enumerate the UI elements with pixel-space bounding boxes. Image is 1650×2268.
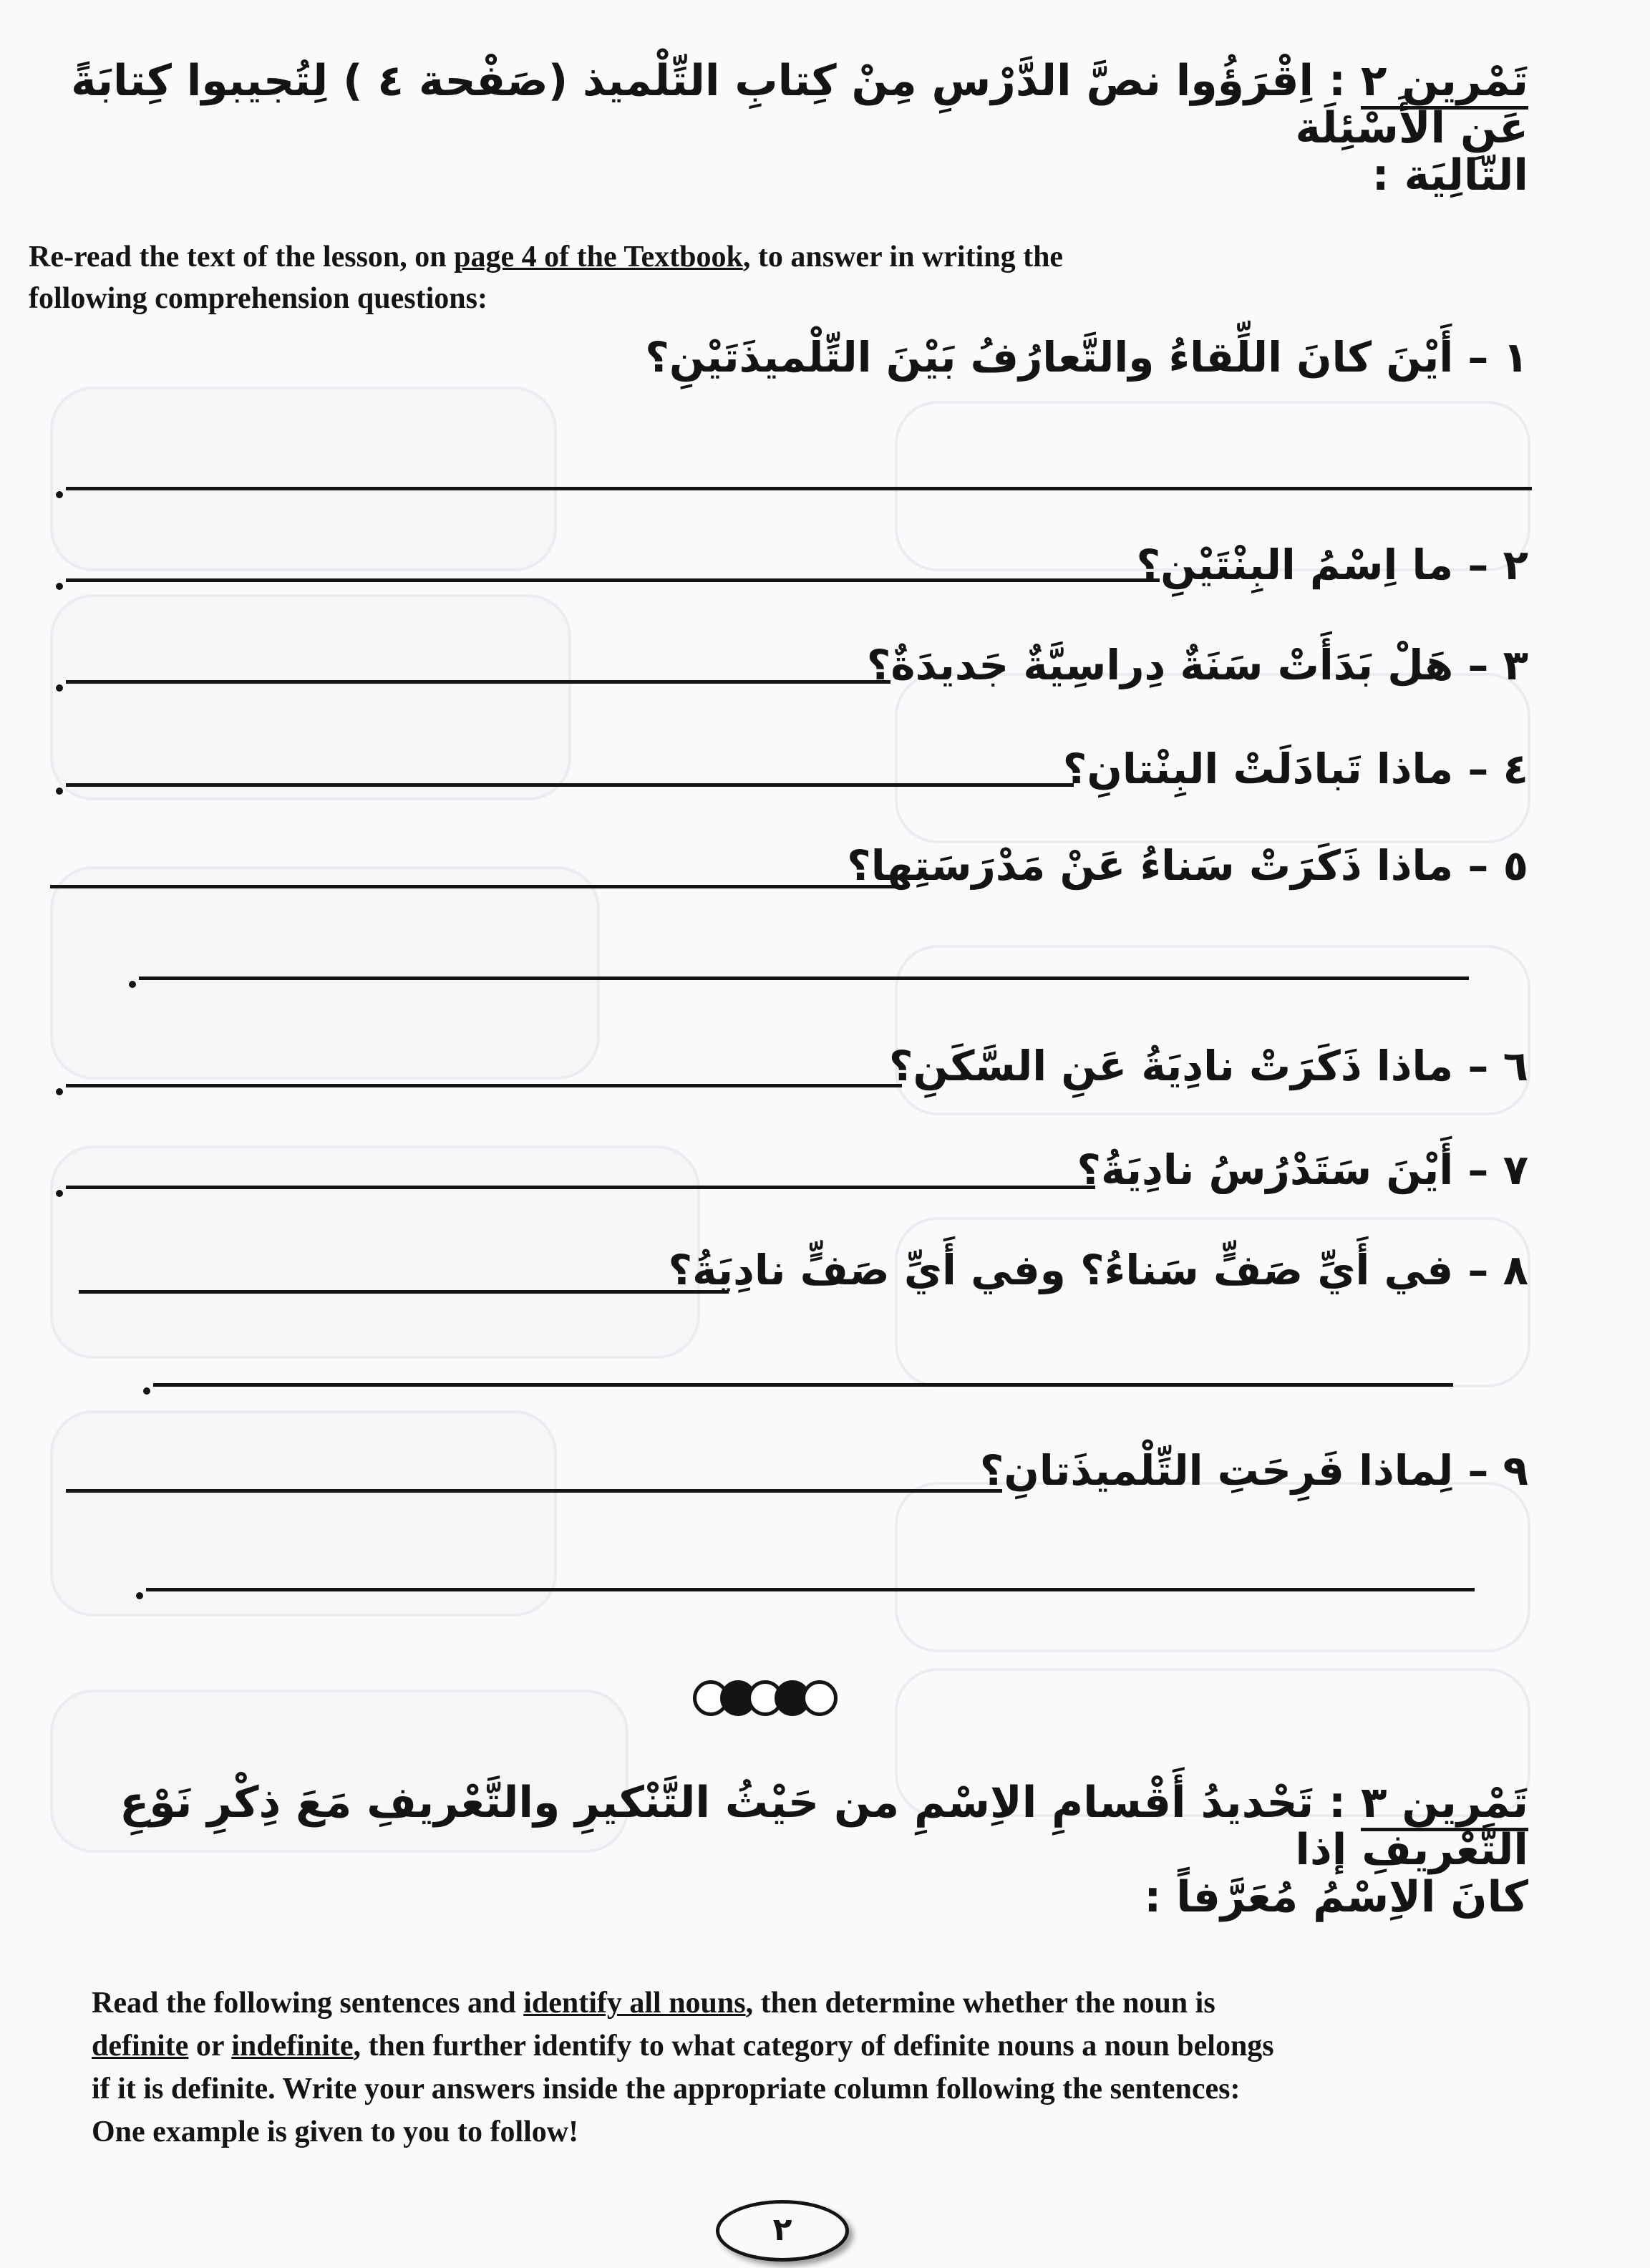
answer-dot — [143, 1387, 150, 1395]
question-2: ٢ – ما اِسْمُ البِنْتَيْنِ؟ — [1136, 541, 1528, 589]
question-8: ٨ – في أَيِّ صَفٍّ سَناءُ؟ وفي أَيِّ صَفٍّ نادِيَةُ؟ — [668, 1246, 1528, 1294]
answer-line-8a[interactable] — [79, 1290, 729, 1294]
exercise-2-title — [18, 57, 1528, 152]
answer-dot — [56, 1088, 63, 1095]
question-3: ٣ – هَلْ بَدَأَتْ سَنَةٌ دِراسِيَّةٌ جَديدَةٌ؟ — [866, 641, 1528, 689]
answer-line-7[interactable] — [66, 1186, 1095, 1189]
bleed-through-box — [50, 387, 557, 571]
answer-line-6[interactable] — [66, 1084, 902, 1087]
bleed-through-box — [895, 1217, 1530, 1387]
question-7: ٧ – أَيْنَ سَتَدْرُسُ نادِيَةُ؟ — [1077, 1145, 1528, 1194]
section-separator — [693, 1676, 865, 1722]
exercise-3-title-continued: كانَ الاِسْمُ مُعَرَّفاً : — [1144, 1872, 1528, 1922]
bleed-through-box — [50, 866, 600, 1080]
answer-dot — [56, 491, 63, 498]
answer-dot — [129, 981, 136, 988]
answer-dot — [56, 583, 63, 590]
exercise-2-title-continued: التّالِيَة : — [1372, 150, 1528, 200]
definite-emphasis: definite — [92, 2030, 189, 2063]
answer-dot — [56, 684, 63, 692]
page-number: ٢ — [716, 2200, 849, 2262]
exercise-2-label: تَمْرين ٢ — [1361, 56, 1528, 110]
bleed-through-box — [895, 1482, 1530, 1652]
exercise-3-label: تَمْرين ٣ — [1361, 1778, 1528, 1831]
textbook-page-reference: page 4 of the Textbook — [454, 241, 743, 273]
separator-circle — [802, 1680, 838, 1716]
indefinite-emphasis: indefinite — [231, 2030, 354, 2063]
answer-line-9b[interactable] — [146, 1588, 1475, 1591]
question-5: ٥ – ماذا ذَكَرَتْ سَناءُ عَنْ مَدْرَسَتِها؟ — [847, 841, 1528, 890]
question-9: ٩ – لِماذا فَرِحَتِ التِّلْميذَتانِ؟ — [979, 1446, 1528, 1495]
bleed-through-box — [50, 594, 571, 800]
answer-line-2[interactable] — [66, 578, 1160, 582]
exercise-2-instruction: : اِقْرَؤُوا نصَّ الدَّرْسِ مِنْ كِتابِ التِّلْميذ (صَفْحة ٤ ) لِتُجيبوا كِتابَةً عَنِ الأَسْئِلَة — [71, 56, 1528, 153]
answer-dot — [56, 1190, 63, 1197]
answer-line-9a[interactable] — [66, 1489, 1002, 1493]
answer-line-3[interactable] — [66, 680, 890, 684]
answer-line-1[interactable] — [66, 487, 1532, 490]
question-6: ٦ – ماذا ذَكَرَتْ نادِيَةُ عَنِ السَّكَنِ؟ — [888, 1042, 1528, 1090]
question-1: ١ – أَيْنَ كانَ اللِّقاءُ والتَّعارُفُ بَيْنَ التِّلْميذَتَيْنِ؟ — [645, 333, 1528, 382]
question-4: ٤ – ماذا تَبادَلَتْ البِنْتانِ؟ — [1062, 745, 1528, 793]
answer-dot — [56, 788, 63, 795]
bleed-through-box — [50, 1145, 700, 1359]
exercise-3-english-instruction: Read the following sentences and identify all nouns, then determine whether the noun is definite or indefinite, then further identify to what category of definite nouns a noun belongs if it is definite. Write your answers inside the appropriate column following the sentences: One example is given to you to follow! — [92, 1987, 1274, 2148]
answer-line-4[interactable] — [66, 783, 1074, 787]
bleed-through-box — [50, 1410, 557, 1617]
answer-line-5a[interactable] — [50, 885, 901, 888]
answer-line-8b[interactable] — [153, 1383, 1453, 1387]
exercise-3-title — [18, 1779, 1528, 1874]
answer-line-5b[interactable] — [139, 976, 1469, 980]
answer-dot — [136, 1592, 143, 1599]
exercise-2-english-instruction: Re-read the text of the lesson, on page 4 of the Textbook, to answer in writing the following comprehension questions: — [29, 241, 1064, 315]
identify-nouns-emphasis: identify all nouns — [523, 1987, 746, 2020]
exercise-3-instruction: : تَحْديدُ أَقْسامِ الاِسْمِ من حَيْثُ التَّنْكيرِ والتَّعْريفِ مَعَ ذِكْرِ نَوْعِ التَّعْريفِ إذا — [120, 1778, 1528, 1875]
